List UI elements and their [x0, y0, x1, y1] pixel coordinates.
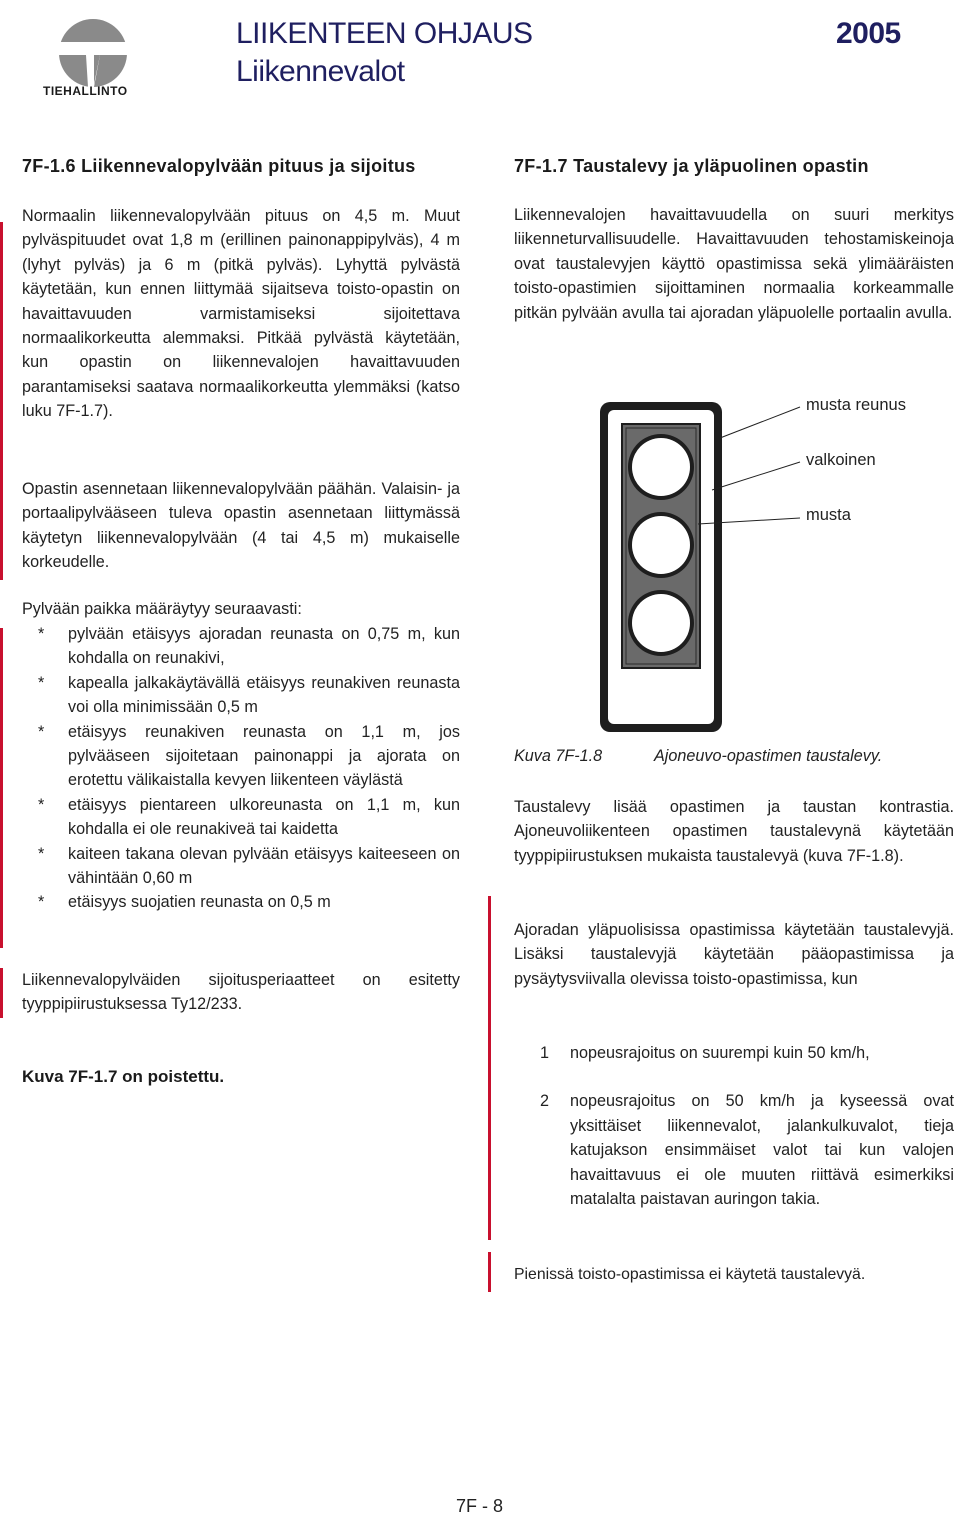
right-para-2: Taustalevy lisää opastimen ja taustan kontrastia. Ajoneuvoliikenteen opastimen taustalevynä käytetään tyyppipiirustuksen mukaista taustalevyä (kuva 7F-1.8). [514, 798, 954, 865]
change-marker [0, 968, 3, 1018]
numbered-list [514, 1041, 954, 1211]
header-subtitle: Liikennevalot [236, 55, 405, 88]
callout-label: musta reunus [806, 396, 906, 414]
list-item: 1 nopeusrajoitus on suurempi kuin 50 km/h, [540, 1044, 870, 1062]
change-marker [0, 628, 3, 948]
callout-label: valkoinen [806, 451, 876, 469]
removed-figure-note: Kuva 7F-1.7 on poistettu. [22, 1067, 225, 1086]
list-item: * kaiteen takana olevan pylvään etäisyys kaiteeseen on vähintään 0,60 m [38, 844, 460, 888]
figure-caption-text: Ajoneuvo-opastimen taustalevy. [654, 747, 883, 765]
callout-label: musta [806, 506, 851, 524]
list-item: 2 nopeusrajoitus on 50 km/h ja kyseessä ovat yksittäiset liikennevalot, jalankulkuvalot, tieja katujakson ensimmäiset valot tai kun valojen havaittavuus ei ole muuten riittävä esimerkiksi matalalta paistavan auringon takia. [540, 1092, 954, 1209]
list-item: * etäisyys reunakiven reunasta on 1,1 m, jos pylvääseen sijoitetaan painonappi ja ajorata on erotettu välikaistalla kevyen liikenteen väylästä [38, 722, 460, 790]
right-para-3: Ajoradan yläpuolisissa opastimissa käytetään taustalevyjä. Lisäksi taustalevyjä käytetään pääopastimissa ja pysäytysviivalla olevissa toisto-opastimissa, kun [514, 921, 954, 988]
header-year: 2005 [836, 17, 901, 50]
left-section-title: 7F-1.6 Liikennevalopylvään pituus ja sijoitus [22, 156, 416, 176]
left-para-2: Opastin asennetaan liikennevalopylvään päähän. Valaisin- ja portaalipylvääseen tuleva opastin asennetaan liittymässä käytetyn liikennevalopylvään (4 tai 4,5 m) mukaiselle korkeudelle. [22, 480, 460, 572]
backing-board-figure [596, 398, 726, 736]
logo-text: TIEHALLINTO [43, 84, 128, 98]
right-para-1: Liikennevalojen havaittavuudella on suuri merkitys liikenneturvallisuudelle. Havaittavuuden tehostamiskeinoja ovat taustalevyjen käyttö opastimissa sekä ylimääräisten toisto-opastimien sijoittaminen normaalia korkeammalle pitkän pylvään avulla tai ajoradan yläpuolelle portaalin avulla. [514, 206, 954, 322]
list-intro: Pylvään paikka määräytyy seuraavasti: [22, 600, 302, 618]
left-para-1: Normaalin liikennevalopylvään pituus on 4,5 m. Muut pylväspituudet ovat 1,8 m (erillinen painonappipylväs), 4 m (lyhyt pylväs) ja 6 m (pitkä pylväs). Lyhyttä pylvästä käytetään, kun ennen liittymää sijaitseva toisto-opastin on havaittavuuden varmistamiseksi sijoitettava normaalikorkeutta alemmaksi. Pitkää pylvästä käytetään, kun opastin on liikennevalojen havaittavuuden parantamiseksi saatava normaalikorkeutta ylemmäksi (katso luku 7F-1.7). [22, 207, 460, 421]
right-section-title: 7F-1.7 Taustalevy ja yläpuolinen opastin [514, 156, 869, 176]
traffic-signal-backing-board-icon [596, 398, 726, 736]
left-para-3: Liikennevalopylväiden sijoitusperiaatteet on esitetty tyyppipiirustuksessa Ty12/233. [22, 971, 460, 1014]
header-title: LIIKENTEEN OHJAUS [236, 17, 533, 50]
list-item: * etäisyys pientareen ulkoreunasta on 1,1 m, kun kohdalla ei ole reunakiveä tai kaidetta [38, 795, 460, 839]
change-marker [0, 222, 3, 580]
list-item: * pylvään etäisyys ajoradan reunasta on 0,75 m, kun kohdalla on reunakivi, [38, 625, 460, 668]
list-item: * etäisyys suojatien reunasta on 0,5 m [38, 893, 331, 912]
logo [38, 18, 148, 102]
bullet-list [22, 622, 460, 915]
list-item: * kapealla jalkakäytävällä etäisyys reunakiven reunasta voi olla minimissään 0,5 m [38, 673, 460, 717]
change-marker [488, 896, 491, 1240]
right-para-4: Pienissä toisto-opastimissa ei käytetä taustalevyä. [514, 1266, 866, 1283]
leader-line [720, 407, 800, 438]
change-marker [488, 1252, 491, 1292]
figure-caption-number: Kuva 7F-1.8 [514, 747, 603, 765]
page-number: 7F - 8 [456, 1496, 504, 1516]
